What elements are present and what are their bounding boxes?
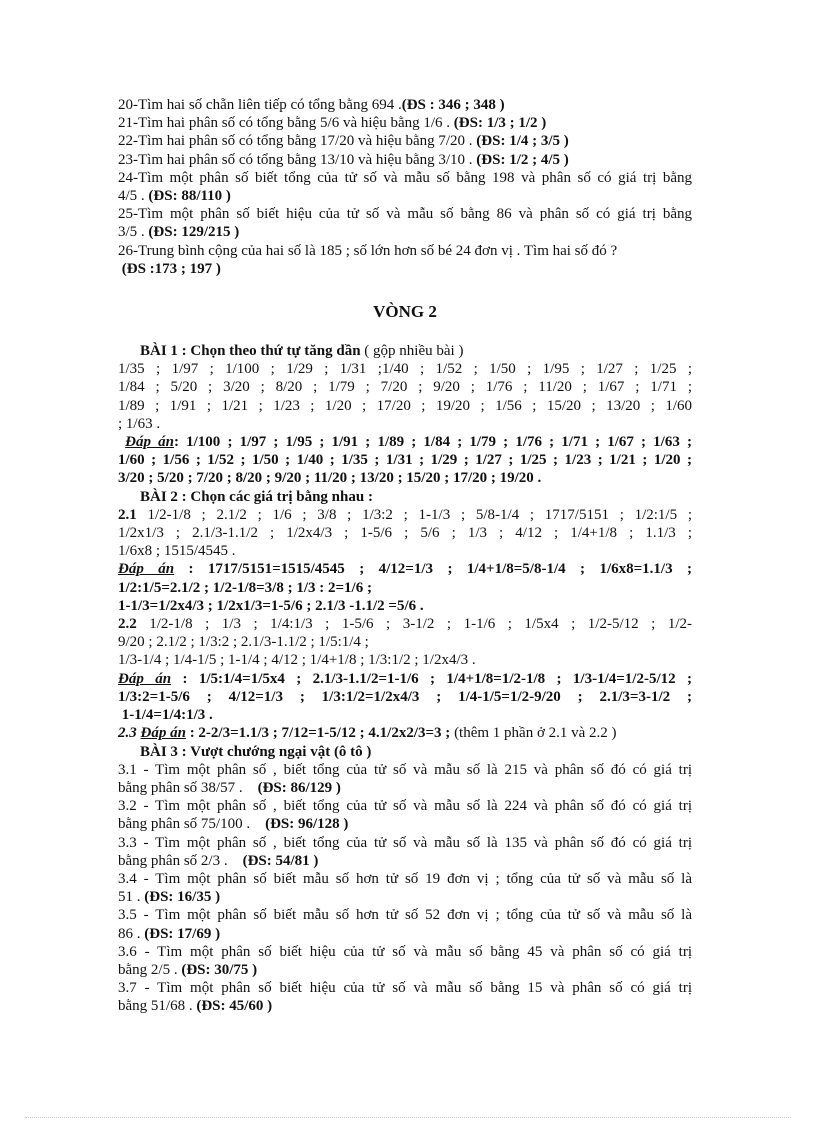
problem-answer: (ĐS: 1/3 ; 1/2 ) <box>453 115 547 132</box>
problem-26 <box>118 242 692 260</box>
answer-text: 1-1/4=1/4:1/3 . <box>121 707 213 724</box>
problem-22 <box>118 132 692 150</box>
item-text: bằng phân số 2/3 . <box>118 852 228 869</box>
item-text: 51 . <box>118 889 141 906</box>
problem-text: 26-Trung bình cộng của hai số là 185 ; số lớn hơn số bé 24 đơn vị . Tìm hai số đó ? <box>118 242 618 259</box>
item-answer: (ĐS: 86/129 ) <box>257 779 341 796</box>
item-3-5-cont <box>118 925 692 943</box>
item-answer: (ĐS: 96/128 ) <box>265 816 349 833</box>
problem-text: 25-Tìm một phân số biết hiệu của tử số và mẫu số bằng 86 và phân số có giá trị bằng <box>118 206 692 223</box>
subsection-number: 2.3 <box>118 725 137 742</box>
problem-23 <box>118 151 692 169</box>
problem-text: 20-Tìm hai số chẵn liên tiếp có tổng bằng 694 . <box>118 97 402 113</box>
bai-1-line: 1/35 ; 1/97 ; 1/100 ; 1/29 ; 1/31 ;1/40 ; 1/52 ; 1/50 ; 1/95 ; 1/27 ; 1/25 ; <box>118 361 692 378</box>
item-3-6: 3.6 - Tìm một phân số biết hiệu của tử số và mẫu số bằng 45 và phân số có giá trị <box>118 943 692 960</box>
bai-1 <box>118 342 692 488</box>
problem-25-cont <box>118 223 692 241</box>
page-bottom-border <box>25 1117 791 1118</box>
bai-2-1-line: 1/2x1/3 ; 2.1/3-1.1/2 ; 1/2x4/3 ; 1-5/6 ; 5/6 ; 1/3 ; 4/12 ; 1/4+1/8 ; 1.1/3 ; <box>118 525 692 542</box>
bai-2-2-line: 9/20 ; 2.1/2 ; 1/3:2 ; 2.1/3-1.1/2 ; 1/5:1/4 ; <box>118 634 369 651</box>
bai-2-2-answer-line: 1/3:2=1-5/6 ; 4/12=1/3 ; 1/3:1/2=1/2x4/3 ; 1/4-1/5=1/2-9/20 ; 2.1/3=3-1/2 ; <box>118 688 692 705</box>
answer-text: : 1/100 ; 1/97 ; 1/95 ; 1/91 ; 1/89 ; 1/84 ; 1/79 ; 1/76 ; 1/71 ; 1/67 ; 1/63 ; <box>173 434 692 451</box>
answer-text: : 1717/5151=1515/4545 ; 4/12=1/3 ; 1/4+1/8=5/8-1/4 ; 1/6x8=1.1/3 ; <box>188 561 692 578</box>
bai-2-1-line: 1/6x8 ; 1515/4545 . <box>118 543 236 560</box>
problem-answer: (ĐS: 88/110 ) <box>148 188 231 205</box>
bai-1-line: 1/84 ; 5/20 ; 3/20 ; 8/20 ; 1/79 ; 7/20 ; 9/20 ; 1/76 ; 11/20 ; 1/67 ; 1/71 ; <box>118 379 692 396</box>
item-3-1-cont <box>118 779 692 797</box>
bai-2-2-line <box>118 615 692 633</box>
heading-text: BÀI 3 : Vượt chướng ngại vật (ô tô ) <box>140 743 372 760</box>
item-text: bằng phân số 38/57 . <box>118 779 243 796</box>
bai-2-3-answer <box>118 724 692 742</box>
item-answer: (ĐS: 16/35 ) <box>144 889 221 906</box>
subsection-number: 2.1 <box>118 506 137 523</box>
problem-text: 4/5 . <box>118 188 145 205</box>
document-page <box>118 96 692 1016</box>
item-text: bằng phân số 75/100 . <box>118 816 251 833</box>
answer-note: (thêm 1 phần ở 2.1 và 2.2 ) <box>454 725 617 742</box>
heading-note: ( gộp nhiều bài ) <box>364 343 464 360</box>
item-3-7-cont <box>118 997 692 1015</box>
section-title: VÒNG 2 <box>373 302 437 322</box>
problem-answer: (ĐS : 346 ; 348 ) <box>401 97 505 113</box>
problem-21 <box>118 114 692 132</box>
item-3-2-cont <box>118 815 692 833</box>
bai-2-1-line <box>118 506 692 524</box>
problem-text: 22-Tìm hai phân số có tổng bằng 17/20 và hiệu bằng 7/20 . <box>118 133 473 150</box>
bai-1-line: 1/89 ; 1/91 ; 1/21 ; 1/23 ; 1/20 ; 17/20 ; 19/20 ; 1/56 ; 15/20 ; 13/20 ; 1/60 <box>118 397 692 414</box>
answer-text: : 2-2/3=1.1/3 ; 7/12=1-5/12 ; 4.1/2x2/3=3 ; <box>189 725 451 742</box>
item-3-3-cont <box>118 852 692 870</box>
answer-label: Đáp án <box>118 670 172 687</box>
heading-text: BÀI 1 : Chọn theo thứ tự tăng dần <box>140 343 361 360</box>
problem-answer: (ĐS :173 ; 197 ) <box>121 260 221 277</box>
problem-20 <box>118 96 692 114</box>
item-3-4-cont <box>118 888 692 906</box>
problem-answer: (ĐS: 1/2 ; 4/5 ) <box>476 151 569 168</box>
bai-1-heading <box>118 342 692 360</box>
item-text: bằng 51/68 . <box>118 998 193 1015</box>
bai-2-1-answer-line: 1-1/3=1/2x4/3 ; 1/2x1/3=1-5/6 ; 2.1/3 -1.1/2 =5/6 . <box>118 597 424 614</box>
problem-24 <box>118 169 692 187</box>
problem-text: 21-Tìm hai phân số có tổng bằng 5/6 và hiệu bằng 1/6 . <box>118 115 451 132</box>
item-answer: (ĐS: 54/81 ) <box>242 852 319 869</box>
line-text: 1/2-1/8 ; 1/3 ; 1/4:1/3 ; 1-5/6 ; 3-1/2 ; 1-1/6 ; 1/5x4 ; 1/2-5/12 ; 1/2- <box>149 616 692 633</box>
problem-text: 23-Tìm hai phân số có tổng bằng 13/10 và hiệu bằng 3/10 . <box>118 151 473 168</box>
answer-label: Đáp án <box>118 561 175 578</box>
subsection-number: 2.2 <box>118 616 137 633</box>
problem-24-cont <box>118 187 692 205</box>
top-problems <box>118 96 692 278</box>
item-3-5: 3.5 - Tìm một phân số biết mẫu số hơn tử số 52 đơn vị ; tổng của tử số và mẫu số là <box>118 907 692 924</box>
bai-2-heading <box>118 488 692 506</box>
bai-3 <box>118 743 692 1016</box>
problem-answer: (ĐS: 129/215 ) <box>148 224 240 241</box>
item-answer: (ĐS: 30/75 ) <box>181 961 258 978</box>
item-text: bằng 2/5 . <box>118 961 178 978</box>
bai-2-2-answer <box>118 670 692 688</box>
bai-1-answer <box>118 433 692 451</box>
bai-1-answer-line: 3/20 ; 5/20 ; 7/20 ; 8/20 ; 9/20 ; 11/20 ; 13/20 ; 15/20 ; 17/20 ; 19/20 . <box>118 470 542 487</box>
bai-2 <box>118 488 692 743</box>
answer-text: : 1/5:1/4=1/5x4 ; 2.1/3-1.1/2=1-1/6 ; 1/4+1/8=1/2-1/8 ; 1/3-1/4=1/2-5/12 ; <box>182 670 693 687</box>
item-3-1: 3.1 - Tìm một phân số , biết tổng của tử số và mẫu số là 215 và phân số đó có giá trị <box>118 761 692 778</box>
item-3-6-cont <box>118 961 692 979</box>
problem-25 <box>118 205 692 223</box>
item-answer: (ĐS: 17/69 ) <box>144 925 221 942</box>
heading-text: BÀI 2 : Chọn các giá trị bằng nhau : <box>140 488 373 505</box>
answer-label: Đáp án <box>125 434 174 451</box>
item-text: 86 . <box>118 925 141 942</box>
bai-2-1-answer-line: 1/2:1/5=2.1/2 ; 1/2-1/8=3/8 ; 1/3 : 2=1/6 ; <box>118 579 372 596</box>
answer-label: Đáp án <box>140 725 186 742</box>
problem-answer: (ĐS: 1/4 ; 3/5 ) <box>476 133 569 150</box>
item-3-3: 3.3 - Tìm một phân số , biết tổng của tử số và mẫu số là 135 và phân số đó có giá trị <box>118 834 692 851</box>
problem-text: 24-Tìm một phân số biết tổng của tử số và mẫu số bằng 198 và phân số có giá trị bằng <box>118 169 692 186</box>
line-text: 1/2-1/8 ; 2.1/2 ; 1/6 ; 3/8 ; 1/3:2 ; 1-1/3 ; 5/8-1/4 ; 1717/5151 ; 1/2:1/5 ; <box>147 506 692 523</box>
item-3-2: 3.2 - Tìm một phân số , biết tổng của tử số và mẫu số là 224 và phân số đó có giá trị <box>118 798 692 815</box>
bai-2-2-answer-line <box>118 706 692 724</box>
problem-26-answer <box>118 260 692 278</box>
bai-1-line: ; 1/63 . <box>118 415 161 432</box>
bai-1-answer-line: 1/60 ; 1/56 ; 1/52 ; 1/50 ; 1/40 ; 1/35 ; 1/31 ; 1/29 ; 1/27 ; 1/25 ; 1/23 ; 1/21 ; 1/20 ; <box>118 452 692 469</box>
item-answer: (ĐS: 45/60 ) <box>196 998 273 1015</box>
bai-3-heading <box>118 743 692 761</box>
bai-2-2-line: 1/3-1/4 ; 1/4-1/5 ; 1-1/4 ; 4/12 ; 1/4+1/8 ; 1/3:1/2 ; 1/2x4/3 . <box>118 652 476 669</box>
bai-2-1-answer <box>118 560 692 578</box>
problem-text: 3/5 . <box>118 224 145 241</box>
item-3-7: 3.7 - Tìm một phân số biết hiệu của tử số và mẫu số bằng 15 và phân số có giá trị <box>118 980 692 997</box>
item-3-4: 3.4 - Tìm một phân số biết mẫu số hơn tử số 19 đơn vị ; tổng của tử số và mẫu số là <box>118 870 692 887</box>
